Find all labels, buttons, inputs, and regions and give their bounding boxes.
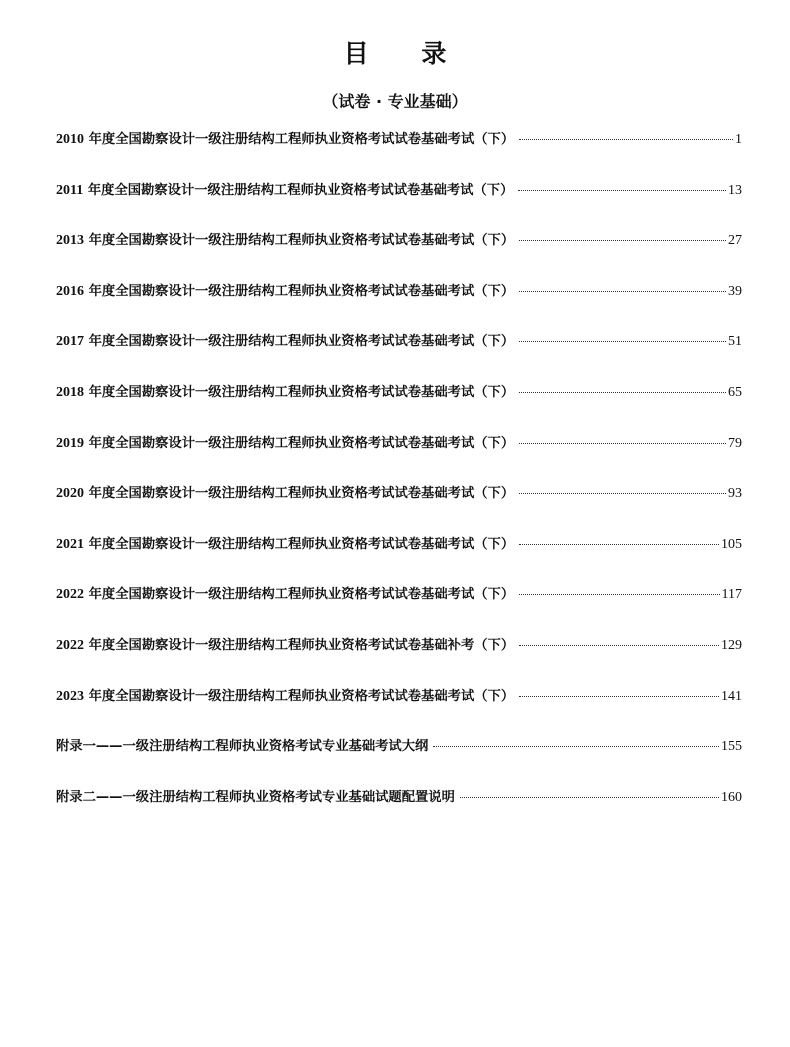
dot-leader (519, 392, 726, 393)
toc-entry-page: 105 (721, 536, 742, 552)
toc-entry-page: 65 (728, 384, 742, 400)
toc-entry-page: 129 (721, 637, 742, 653)
toc-entry-text: 年度全国勘察设计一级注册结构工程师执业资格考试试卷基础考试（下） (88, 688, 515, 704)
toc-entry-title: 附录一——一级注册结构工程师执业资格考试专业基础考试大纲 (56, 739, 429, 755)
toc-entry-page: 51 (728, 334, 742, 350)
toc-entry-text: 年度全国勘察设计一级注册结构工程师执业资格考试试卷基础考试（下） (88, 233, 515, 249)
toc-entry-title (56, 128, 514, 148)
toc-entry-title (56, 280, 514, 300)
toc-entry-title (56, 381, 514, 401)
toc-entry[interactable] (56, 381, 742, 406)
dot-leader (460, 797, 719, 798)
toc-entry-page: 1 (735, 132, 742, 147)
toc-entry[interactable] (56, 179, 742, 204)
toc-entry-title (56, 482, 514, 502)
page-title: 目 录 (343, 39, 469, 68)
toc-entry-text: 年度全国勘察设计一级注册结构工程师执业资格考试试卷基础考试（下） (87, 182, 514, 198)
toc-entry-page: 13 (728, 182, 742, 198)
toc-entry-year: 2021 (56, 536, 84, 552)
toc-entry-title (56, 179, 513, 199)
toc-entry-page: 160 (721, 789, 742, 805)
dot-leader (519, 291, 726, 292)
toc-entry[interactable] (56, 634, 742, 659)
toc-entry-year: 2022 (56, 637, 84, 653)
toc-entry-page: 79 (728, 435, 742, 451)
toc-entry[interactable] (56, 128, 742, 153)
toc-entry[interactable] (56, 583, 742, 608)
table-of-contents (56, 128, 742, 836)
dot-leader (519, 341, 726, 342)
toc-entry-text: 年度全国勘察设计一级注册结构工程师执业资格考试试卷基础考试（下） (88, 536, 515, 552)
toc-entry-text: 年度全国勘察设计一级注册结构工程师执业资格考试试卷基础考试（下） (88, 486, 515, 502)
dot-leader (519, 139, 733, 140)
toc-entry-page: 93 (728, 486, 742, 502)
toc-entry-year: 2010 (56, 132, 84, 147)
toc-entry[interactable] (56, 280, 742, 305)
toc-entry-appendix[interactable] (56, 735, 742, 760)
toc-entry-year: 2019 (56, 435, 84, 451)
toc-entry-title (56, 685, 514, 705)
toc-entry-page: 155 (721, 739, 742, 755)
toc-entry[interactable] (56, 685, 742, 710)
toc-entry-year: 2011 (56, 182, 84, 198)
dot-leader (518, 190, 726, 191)
toc-entry-page: 141 (721, 688, 742, 704)
toc-entry-year: 2020 (56, 486, 84, 502)
toc-entry[interactable] (56, 229, 742, 254)
toc-entry[interactable] (56, 482, 742, 507)
toc-entry-appendix[interactable] (56, 786, 742, 811)
toc-entry-year: 2018 (56, 384, 84, 400)
toc-entry-year: 2017 (56, 334, 84, 350)
dot-leader (519, 594, 719, 595)
toc-entry-year: 2023 (56, 688, 84, 704)
dot-leader (519, 443, 726, 444)
dot-leader (519, 645, 719, 646)
toc-entry-text: 年度全国勘察设计一级注册结构工程师执业资格考试试卷基础考试（下） (88, 283, 515, 299)
toc-entry-year: 2022 (56, 587, 84, 603)
toc-entry-year: 2013 (56, 233, 84, 249)
dot-leader (519, 544, 719, 545)
toc-entry-page: 39 (728, 283, 742, 299)
toc-entry[interactable] (56, 432, 742, 457)
toc-entry-text: 年度全国勘察设计一级注册结构工程师执业资格考试试卷基础补考（下） (88, 637, 515, 653)
toc-entry-title (56, 533, 514, 553)
dot-leader (519, 240, 726, 241)
toc-entry-text: 年度全国勘察设计一级注册结构工程师执业资格考试试卷基础考试（下） (88, 334, 515, 350)
toc-entry-text: 年度全国勘察设计一级注册结构工程师执业资格考试试卷基础考试（下） (88, 587, 515, 603)
dot-leader (519, 696, 719, 697)
toc-entry-text: 年度全国勘察设计一级注册结构工程师执业资格考试试卷基础考试（下） (88, 435, 515, 451)
toc-entry[interactable] (56, 533, 742, 558)
toc-entry-title (56, 634, 514, 654)
toc-entry-title (56, 330, 514, 350)
toc-entry-text: 年度全国勘察设计一级注册结构工程师执业资格考试试卷基础考试（下） (88, 384, 515, 400)
toc-entry-year: 2016 (56, 283, 84, 299)
toc-entry-page: 117 (721, 587, 742, 603)
dot-leader (519, 493, 726, 494)
page-subtitle: （试卷 · 专业基础） (322, 92, 468, 111)
toc-entry-title: 附录二——一级注册结构工程师执业资格考试专业基础试题配置说明 (56, 789, 455, 805)
dot-leader (433, 746, 719, 747)
toc-entry-text: 年度全国勘察设计一级注册结构工程师执业资格考试试卷基础考试（下） (88, 132, 515, 147)
toc-entry-page: 27 (728, 233, 742, 249)
toc-entry-title (56, 583, 514, 603)
toc-entry-title (56, 229, 514, 249)
toc-entry-title (56, 432, 514, 452)
toc-entry[interactable] (56, 330, 742, 355)
